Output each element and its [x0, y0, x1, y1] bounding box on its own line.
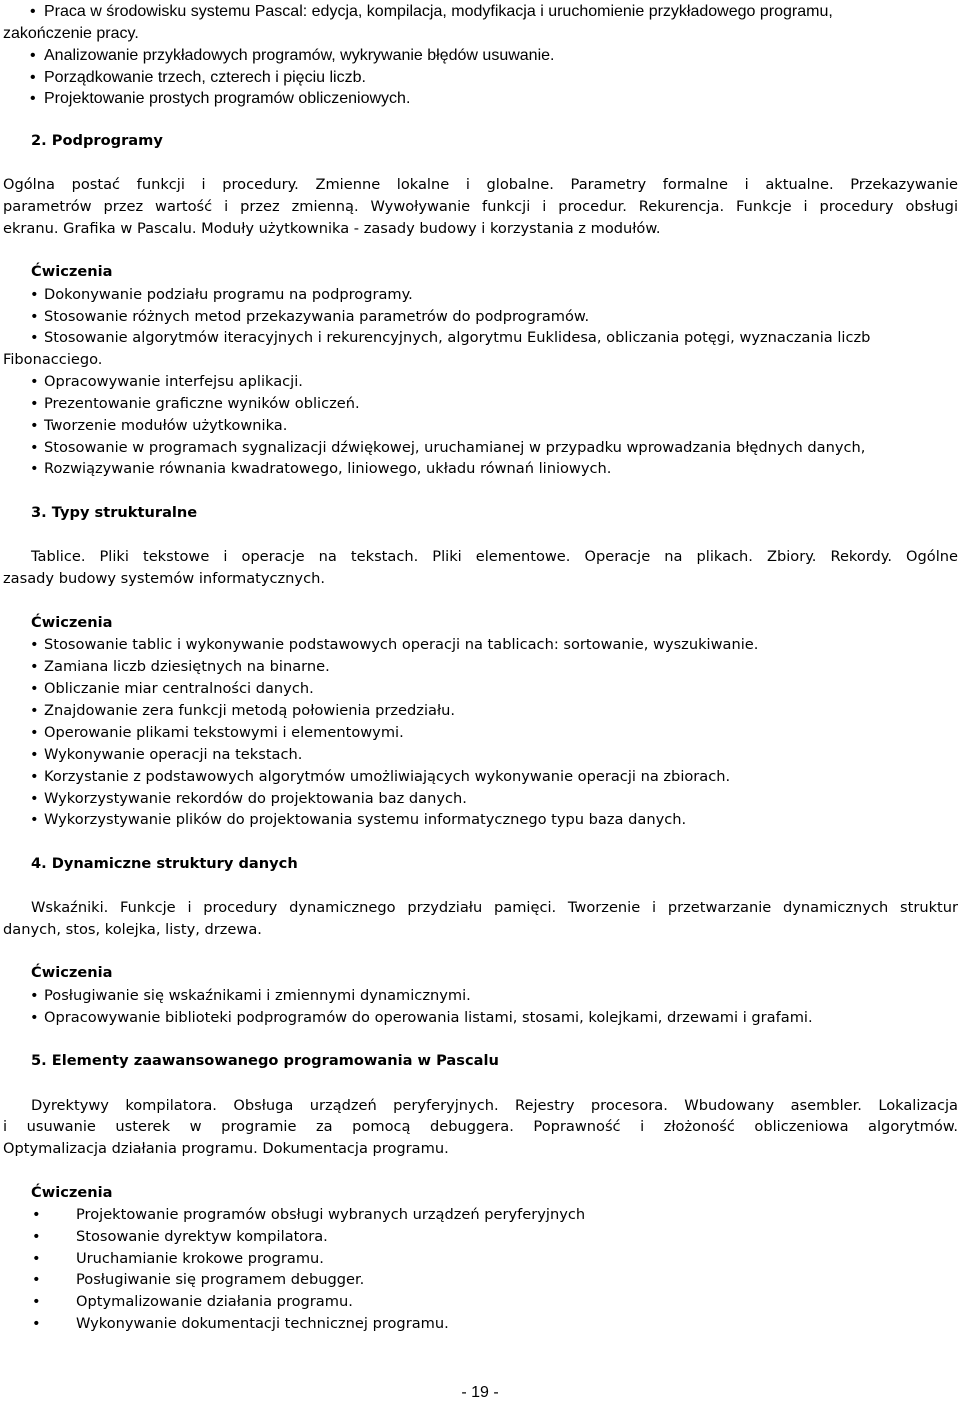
section5-description-line: Dyrektywy kompilatora. Obsługa urządzeń peryferyjnych. Rejestry procesora. Wbudowany asembler. Lokalizacja	[31, 1097, 958, 1114]
bullet-icon: •	[30, 90, 36, 107]
document-page: • Praca w środowisku systemu Pascal: edycja, kompilacja, modyfikacja i uruchomienie przykładowego programu, zakończenie pracy. • Analizowanie przykładowych programów, wykrywanie błędów usuwanie. • Porządkowanie trzech, czterech i pięciu liczb. • Projektowanie prostych programów obliczeniowych. 2. Podprogramy Ogólna postać funkcji i procedury. Zmienne lokalne i globalne. Parametry formalne i aktualne. Przekazywanie parametrów przez wartość i przez zmienną. Wywoływanie funkcji i procedur. Rekurencja. Funkcje i procedury obsługi ekranu. Grafika w Pascalu. Moduły użytkownika - zasady budowy i korzystania z modułów. Ćwiczenia • Dokonywanie podziału programu na podprogramy. • Stosowanie różnych metod przekazywania parametrów do podprogramów. • Stosowanie algorytmów iteracyjnych i rekurencyjnych, algorytmu Euklidesa, obliczania potęgi, wyznaczania liczb Fibonacciego. • Opracowywanie interfejsu aplikacji. • Prezentowanie graficzne wyników obliczeń. • Tworzenie modułów użytkownika. • Stosowanie w programach sygnalizacji dźwiękowej, uruchamianej w przypadku wprowadzania błędnych danych, • Rozwiązywanie równania kwadratowego, liniowego, układu równań liniowych. 3. Typy strukturalne Tablice. Pliki tekstowe i operacje na tekstach. Pliki elementowe. Operacje na plikach. Zbiory. Rekordy. Ogólne zasady budowy systemów informatycznych. Ćwiczenia • Stosowanie tablic i wykonywanie podstawowych operacji na tablicach: sortowanie, wyszukiwanie. • Zamiana liczb dziesiętnych na binarne. • Obliczanie miar centralności danych. • Znajdowanie zera funkcji metodą połowienia przedziału. • Operowanie plikami tekstowymi i elementowymi. • Wykonywanie operacji na tekstach. • Korzystanie z podstawowych algorytmów umożliwiających wykonywanie operacji na zbiorach. • Wykorzystywanie rekordów do projektowania baz danych. • Wykorzystywanie plików do projektowania systemu informatycznego typu baza danych. 4. Dynamiczne struktury danych Wskaźniki. Funkcje i procedury dynamicznego przydziału pamięci. Tworzenie i przetwarzanie dynamicznych struktur danych, stos, kolejka, listy, drzewa. Ćwiczenia • Posługiwanie się wskaźnikami i zmiennymi dynamicznymi. • Opracowywanie biblioteki podprogramów do operowania listami, stosami, kolejkami, drzewami i grafami. 5. Elementy zaawansowanego programowania w Pascalu Dyrektywy kompilatora. Obsługa urządzeń peryferyjnych. Rejestry procesora. Wbudowany asembler. Lokalizacja i usuwanie usterek w programie za pomocą debuggera. Poprawność i złożoność obliczeniowa algorytmów. Optymalizacja działania programu. Dokumentacja programu. Ćwiczenia • Projektowanie programów obsługi wybranych urządzeń peryferyjnych • Stosowanie dyrektyw kompilatora. • Uruchamianie krokowe programu. • Posługiwanie się programem debugger. • Optymalizowanie działania programu. • Wykonywanie dokumentacji technicznej programu. - 19 -	[0, 0, 960, 1401]
section4-description-line: Wskaźniki. Funkcje i procedury dynamicznego przydziału pamięci. Tworzenie i przetwarzanie dynamicznych struktur	[31, 899, 958, 916]
bullet-icon: •	[30, 811, 39, 828]
bullet-icon: •	[32, 1228, 41, 1245]
bullet-icon: •	[30, 417, 39, 434]
bullet-icon: •	[30, 680, 39, 697]
bullet-icon: •	[30, 790, 39, 807]
section2-exercises-heading: Ćwiczenia	[31, 263, 113, 280]
section5-exercises-heading: Ćwiczenia	[31, 1184, 113, 1201]
bullet-icon: •	[32, 1271, 41, 1288]
bullet-icon: •	[30, 636, 39, 653]
section5-heading: 5. Elementy zaawansowanego programowania w Pascalu	[31, 1052, 499, 1069]
bullet-icon: •	[30, 746, 39, 763]
bullet-icon: •	[30, 658, 39, 675]
bullet-icon: •	[30, 1009, 39, 1026]
bullet-icon: •	[30, 286, 39, 303]
bullet-icon: •	[30, 460, 39, 477]
bullet-icon: •	[30, 69, 36, 86]
bullet-icon: •	[30, 47, 36, 64]
section2-description-line: ekranu. Grafika w Pascalu. Moduły użytkownika - zasady budowy i korzystania z modułów.	[3, 220, 661, 237]
bullet-icon: •	[32, 1250, 41, 1267]
section3-description-line: Tablice. Pliki tekstowe i operacje na tekstach. Pliki elementowe. Operacje na plikach. Zbiory. Rekordy. Ogólne	[31, 548, 958, 565]
section2-description-line: parametrów przez wartość i przez zmienną. Wywoływanie funkcji i procedur. Rekurencja. Funkcje i procedury obsługi	[3, 198, 958, 215]
bullet-icon: •	[30, 987, 39, 1004]
bullet-icon: •	[30, 724, 39, 741]
bullet-icon: •	[30, 329, 39, 346]
page-number: - 19 -	[461, 1384, 499, 1401]
section3-heading: 3. Typy strukturalne	[31, 504, 198, 521]
bullet-icon: •	[30, 3, 36, 20]
section5-description-line: i usuwanie usterek w programie za pomocą debuggera. Poprawność i złożoność obliczeniowa algorytmów.	[3, 1118, 958, 1135]
section4-description-line: danych, stos, kolejka, listy, drzewa.	[3, 921, 262, 938]
section4-exercises-heading: Ćwiczenia	[31, 964, 113, 981]
bullet-icon: •	[30, 373, 39, 390]
bullet-icon: •	[32, 1206, 41, 1223]
bullet-icon: •	[32, 1315, 41, 1332]
section5-description-line: Optymalizacja działania programu. Dokumentacja programu.	[3, 1140, 449, 1157]
section4-heading: 4. Dynamiczne struktury danych	[31, 855, 298, 872]
bullet-icon: •	[30, 439, 39, 456]
bullet-icon: •	[30, 702, 39, 719]
section3-exercises-heading: Ćwiczenia	[31, 614, 113, 631]
section3-description-line: zasady budowy systemów informatycznych.	[3, 570, 325, 587]
section2-heading: 2. Podprogramy	[31, 132, 163, 149]
bullet-icon: •	[30, 768, 39, 785]
bullet-icon: •	[32, 1293, 41, 1310]
bullet-icon: •	[30, 395, 39, 412]
section2-description-line: Ogólna postać funkcji i procedury. Zmienne lokalne i globalne. Parametry formalne i aktualne. Przekazywanie	[3, 176, 958, 193]
bullet-icon: •	[30, 308, 39, 325]
